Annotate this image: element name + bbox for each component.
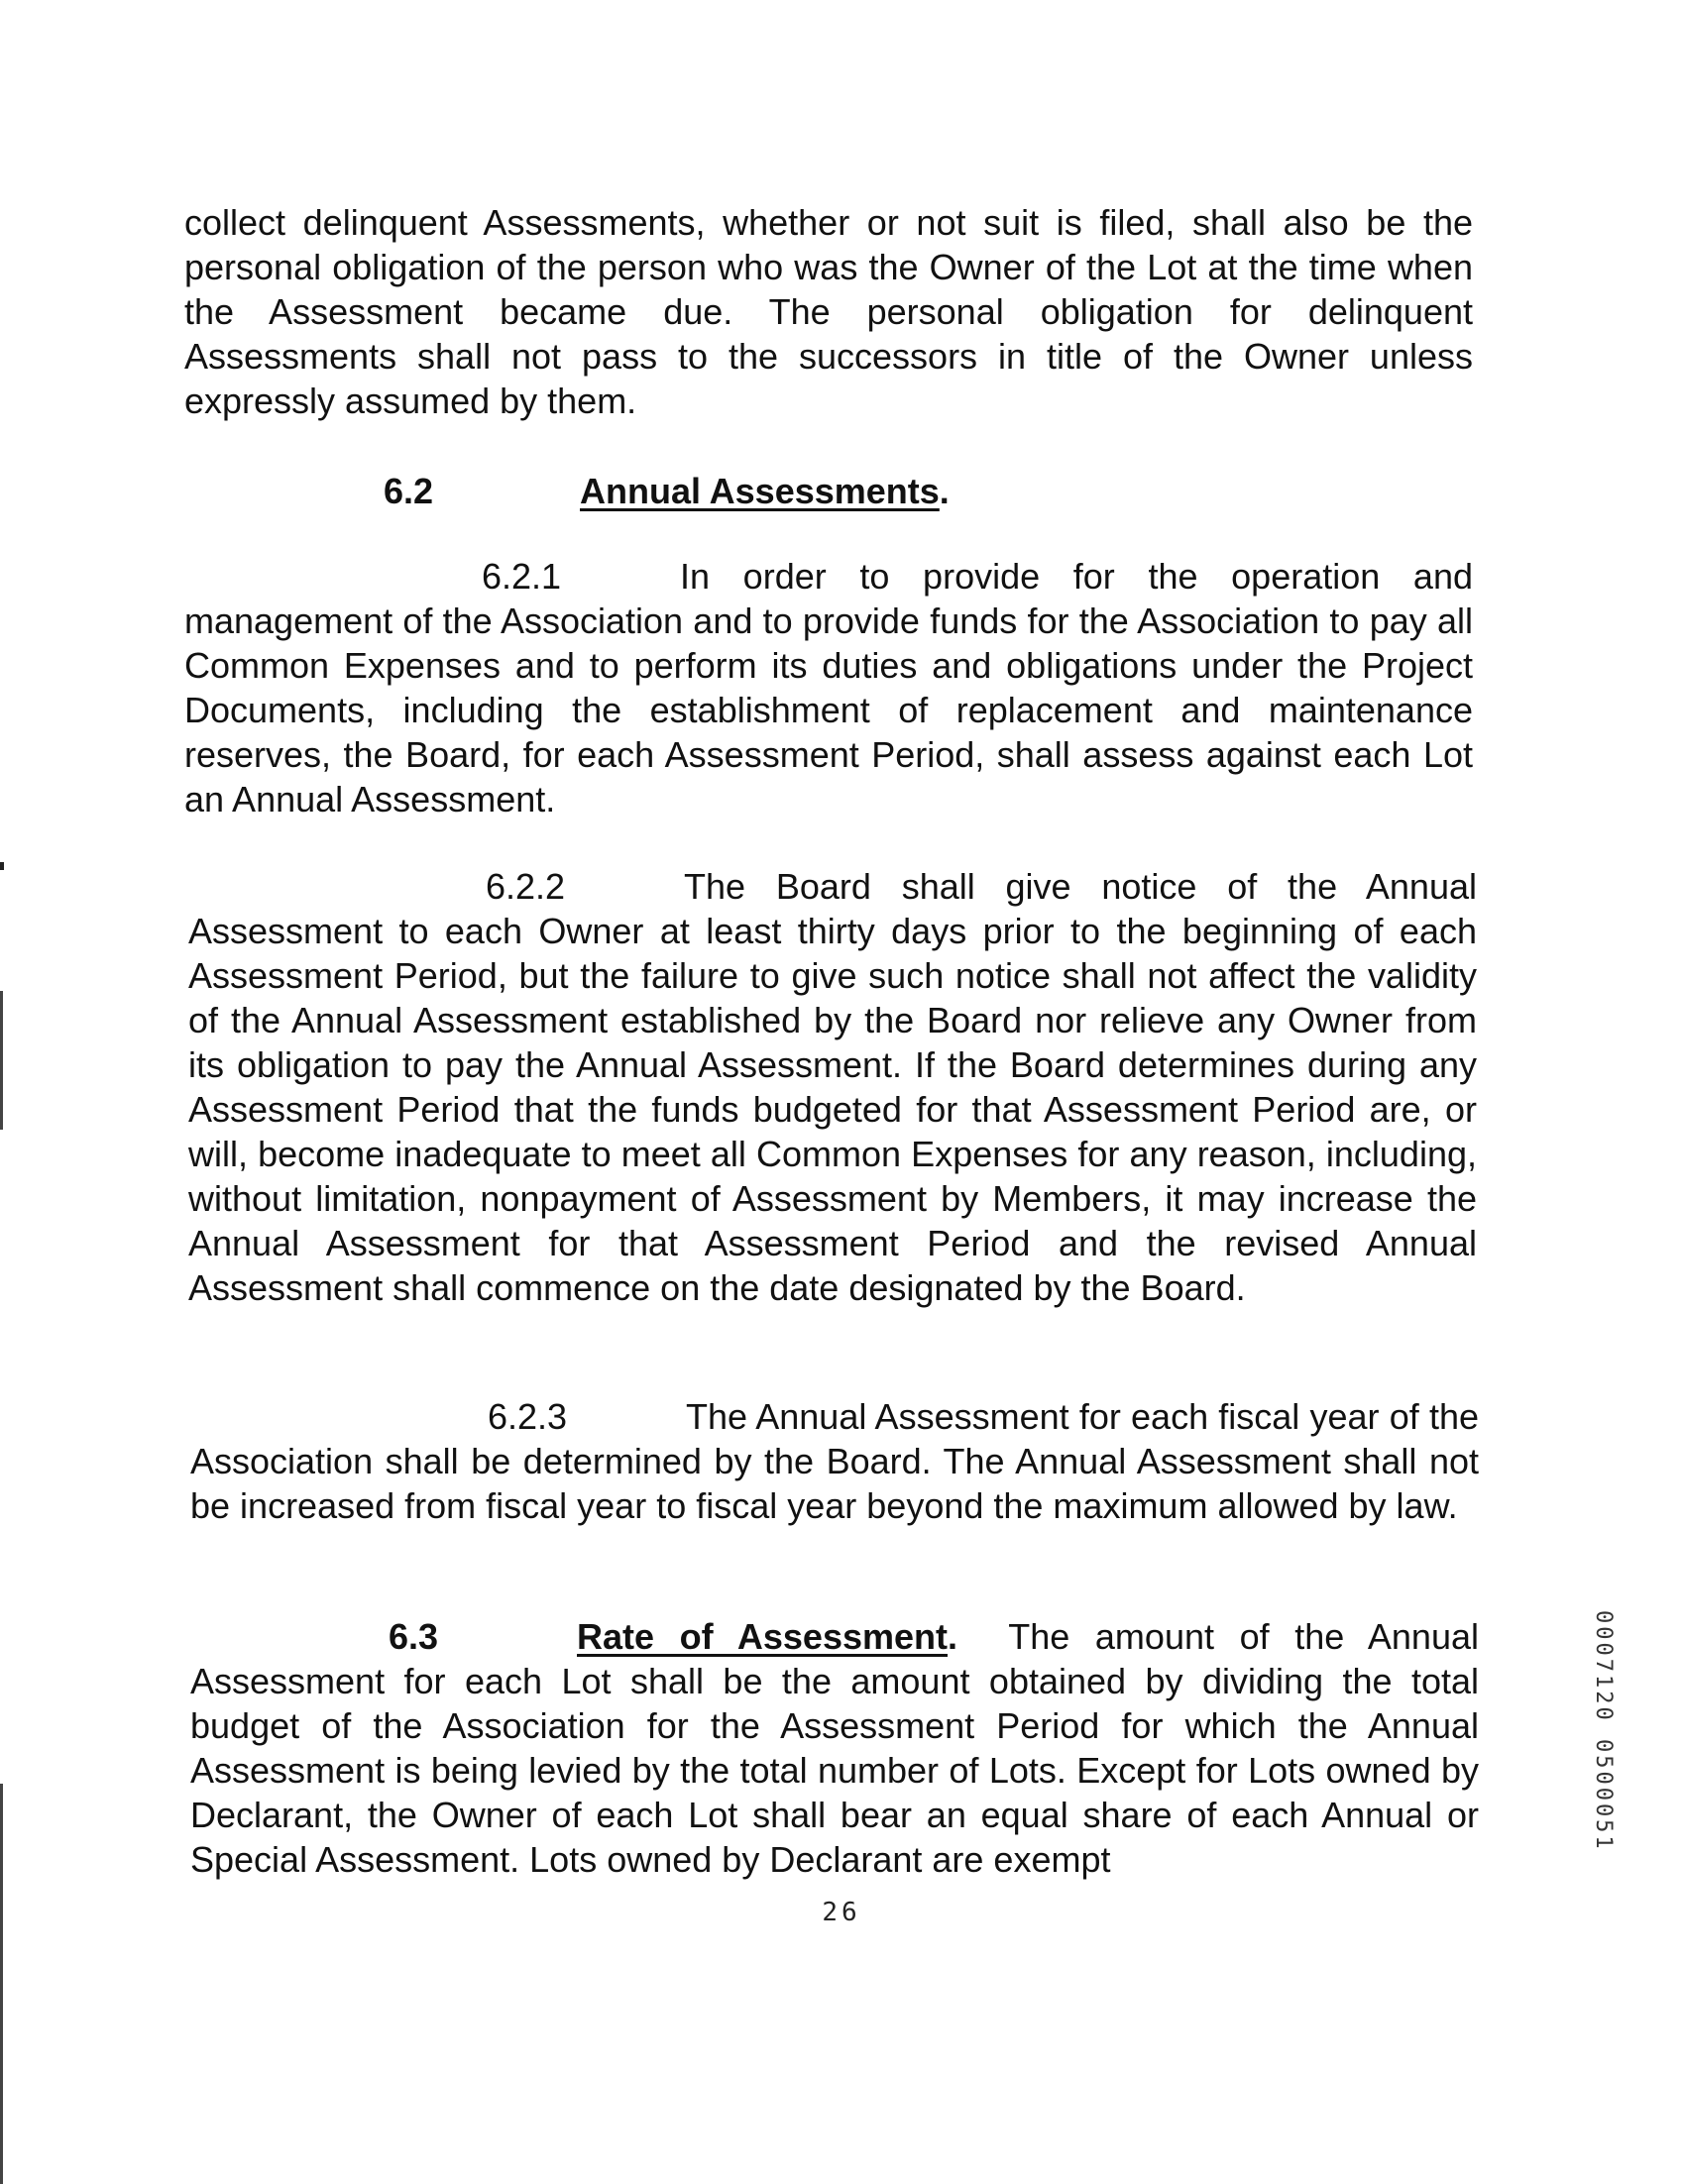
section-6-2-title [580,469,950,513]
side-stamp-text: 0007120 0500051 [1591,1610,1616,1852]
scan-mark-top [0,862,4,870]
section-6-3 [190,1614,1479,1882]
scan-mark-bottom [0,1784,3,2184]
section-6-2-title-period: . [939,471,950,511]
section-6-2-3 [190,1394,1479,1528]
section-6-2-2-text: The Board shall give notice of the Annual Assessment to each Owner at least thirty days prior to the beginning of each Assessment Period, but the failure to give such notice shall not affect the validity of the Annual Assessment established by the Board nor relieve any Owner from its obligation to pay the Annual Assessment. If the Board determines during any Assessment Period that the funds budgeted for that Assessment Period are, or will, become inadequate to meet all Common Expenses for any reason, including, without limitation, nonpayment of Assessment by Members, it may increase the Annual Assessment for that Assessment Period and the revised Annual Assessment shall commence on the date designated by the Board. [188,866,1477,1308]
section-6-2-1-number: 6.2.1 [482,556,562,597]
section-6-2-3-number: 6.2.3 [488,1396,568,1437]
section-6-2-title-text: Annual Assessments [580,471,940,511]
section-6-2-number: 6.2 [384,471,434,511]
scan-mark-middle [0,991,3,1130]
section-6-3-number: 6.3 [389,1616,439,1657]
side-stamp [1586,1610,1626,1868]
section-6-3-title-text: Rate of Assessment [577,1616,949,1657]
section-6-2-3-text: The Annual Assessment for each fiscal year of the Association shall be determined by the Board. The Annual Assessment shall not be increased from fiscal year to fiscal year beyond the maximum allowed by law. [190,1396,1479,1526]
page-number: 26 [822,1898,861,1927]
intro-paragraph: collect delinquent Assessments, whether or not suit is filed, shall also be the personal obligation of the person who was the Owner of the Lot at the time when the Assessment became due. The personal obligation for delinquent Assessments shall not pass to the successors in title of the Owner unless expressly assumed by them. [184,202,1473,421]
section-6-3-title-period: . [948,1616,958,1657]
section-6-3-title [577,1616,957,1657]
section-6-2-2-number: 6.2.2 [486,866,566,907]
section-6-2-1-text: In order to provide for the operation and management of the Association and to provide funds for the Association to pay all Common Expenses and to perform its duties and obligations under the Project Documents, including the establishment of replacement and maintenance reserves, the Board, for each Assessment Period, shall assess against each Lot an Annual Assessment. [184,556,1473,819]
section-6-3-text: The amount of the Annual Assessment for each Lot shall be the amount obtained by dividing the total budget of the Association for the Assessment Period for which the Annual Assessment is being levied by the total number of Lots. Except for Lots owned by Declarant, the Owner of each Lot shall bear an equal share of each Annual or Special Assessment. Lots owned by Declarant are exempt [190,1616,1479,1880]
section-6-2-2 [188,864,1477,1310]
section-6-2-1 [184,554,1473,821]
